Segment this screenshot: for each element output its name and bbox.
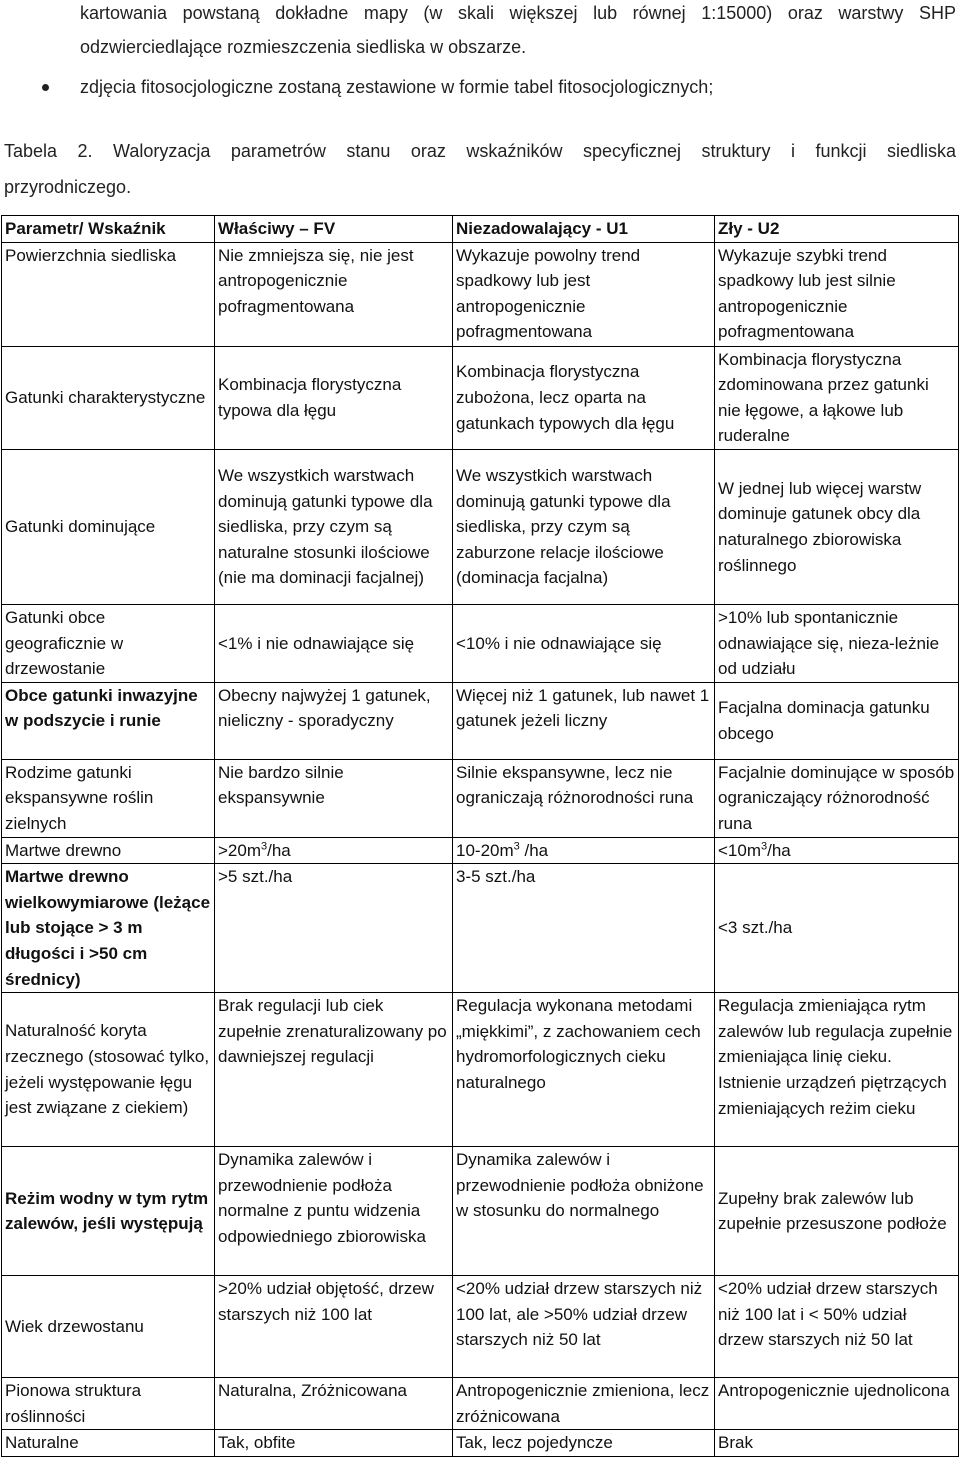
cell-u1: We wszystkich warstwach dominują gatunki typowe dla siedliska, przy czym są zaburzone relacje ilościowe (dominacja facjalna) bbox=[453, 449, 715, 604]
cell-parameter: Powierzchnia siedliska bbox=[2, 242, 215, 346]
unit-suffix: /ha bbox=[267, 840, 291, 860]
cell-parameter: Gatunki dominujące bbox=[2, 449, 215, 604]
cell-parameter: Wiek drzewostanu bbox=[2, 1276, 215, 1378]
header-parameter: Parametr/ Wskaźnik bbox=[2, 216, 215, 243]
cell-parameter: Naturalność koryta rzecznego (stosować tylko, jeżeli występowanie łęgu jest związane z ciekiem) bbox=[2, 993, 215, 1147]
header-u2: Zły - U2 bbox=[715, 216, 959, 243]
cell-u1 bbox=[453, 837, 715, 864]
caption-line-1: Tabela 2. Waloryzacja parametrów stanu oraz wskaźników specyficznej struktury i funkcji siedliska bbox=[4, 141, 956, 161]
cell-u1: Antropogenicznie zmieniona, lecz zróżnicowana bbox=[453, 1378, 715, 1430]
cell-u2: Facjalna dominacja gatunku obcego bbox=[715, 682, 959, 759]
header-u1: Niezadowalający - U1 bbox=[453, 216, 715, 243]
dead-wood-u1-value: 10-20m bbox=[456, 840, 514, 860]
cell-fv: Nie zmniejsza się, nie jest antropogenicznie pofragmentowana bbox=[215, 242, 453, 346]
cell-fv: We wszystkich warstwach dominują gatunki typowe dla siedliska, przy czym są naturalne stosunki ilościowe (nie ma dominacji facjalnej) bbox=[215, 449, 453, 604]
bullet-text: zdjęcia fitosocjologiczne zostaną zestawione w formie tabel fitosocjologicznych; bbox=[80, 77, 714, 97]
table-row bbox=[2, 837, 959, 864]
valuation-table bbox=[1, 215, 959, 1457]
table-row bbox=[2, 242, 959, 346]
cell-fv: Dynamika zalewów i przewodnienie podłoża normalne z puntu widzenia odpowiedniego zbiorowiska bbox=[215, 1147, 453, 1276]
cell-fv: <1% i nie odnawiające się bbox=[215, 604, 453, 682]
cell-fv: >20% udział objętość, drzew starszych niż 100 lat bbox=[215, 1276, 453, 1378]
cell-u2: W jednej lub więcej warstw dominuje gatunek obcy dla naturalnego zbiorowiska roślinnego bbox=[715, 449, 959, 604]
table-row bbox=[2, 1430, 959, 1457]
cell-parameter: Gatunki obce geograficznie w drzewostanie bbox=[2, 604, 215, 682]
cell-u2: Brak bbox=[715, 1430, 959, 1457]
cell-u2: Zupełny brak zalewów lub zupełnie przesuszone podłoże bbox=[715, 1147, 959, 1276]
table-row bbox=[2, 449, 959, 604]
cell-u1: <20% udział drzew starszych niż 100 lat, ale >50% udział drzew starszych niż 50 lat bbox=[453, 1276, 715, 1378]
cell-parameter: Reżim wodny w tym rytm zalewów, jeśli występują bbox=[2, 1147, 215, 1276]
table-row bbox=[2, 1378, 959, 1430]
unit-superscript: 3 bbox=[513, 839, 520, 852]
unit-superscript: 3 bbox=[761, 839, 768, 852]
caption-line-2: przyrodniczego. bbox=[4, 177, 132, 197]
cell-u2: Facjalnie dominujące w sposób ograniczający różnorodność runa bbox=[715, 759, 959, 837]
cell-u1: Regulacja wykonana metodami „miękkimi”, z zachowaniem cech hydromorfologicznych cieku naturalnego bbox=[453, 993, 715, 1147]
table-row bbox=[2, 1276, 959, 1378]
cell-fv: Brak regulacji lub ciek zupełnie zrenaturalizowany po dawniejszej regulacji bbox=[215, 993, 453, 1147]
cell-parameter: Pionowa struktura roślinności bbox=[2, 1378, 215, 1430]
cell-u2: Regulacja zmieniająca rytm zalewów lub regulacja zupełnie zmieniająca linię cieku. Istnienie urządzeń piętrzących zmieniających reżim cieku bbox=[715, 993, 959, 1147]
table-row bbox=[2, 1147, 959, 1276]
table-header-row bbox=[2, 216, 959, 243]
cell-u1: Więcej niż 1 gatunek, lub nawet 1 gatunek jeżeli liczny bbox=[453, 682, 715, 759]
table-row bbox=[2, 864, 959, 993]
cell-parameter: Rodzime gatunki ekspansywne roślin zielnych bbox=[2, 759, 215, 837]
unit-suffix: /ha bbox=[767, 840, 791, 860]
cell-u2: >10% lub spontanicznie odnawiające się, nieza-leżnie od udziału bbox=[715, 604, 959, 682]
table-caption bbox=[4, 138, 956, 200]
header-fv: Właściwy – FV bbox=[215, 216, 453, 243]
cell-fv: Nie bardzo silnie ekspansywnie bbox=[215, 759, 453, 837]
cell-u1: Tak, lecz pojedyncze bbox=[453, 1430, 715, 1457]
cell-u1: <10% i nie odnawiające się bbox=[453, 604, 715, 682]
cell-fv: >5 szt./ha bbox=[215, 864, 453, 993]
cell-parameter: Obce gatunki inwazyjne w podszycie i runie bbox=[2, 682, 215, 759]
intro-line-1: kartowania powstaną dokładne mapy (w skali większej lub równej 1:15000) oraz warstwy SHP bbox=[80, 3, 956, 23]
bullet-item bbox=[0, 74, 960, 100]
cell-fv: Obecny najwyżej 1 gatunek, nieliczny - sporadyczny bbox=[215, 682, 453, 759]
cell-fv: Kombinacja florystyczna typowa dla łęgu bbox=[215, 346, 453, 449]
cell-u1: Wykazuje powolny trend spadkowy lub jest antropogenicznie pofragmentowana bbox=[453, 242, 715, 346]
bullet-dot-icon bbox=[42, 84, 49, 91]
dead-wood-u2-value: <10m bbox=[718, 840, 761, 860]
table-row bbox=[2, 604, 959, 682]
cell-u2: <20% udział drzew starszych niż 100 lat i < 50% udział drzew starszych niż 50 lat bbox=[715, 1276, 959, 1378]
cell-u2: Wykazuje szybki trend spadkowy lub jest silnie antropogenicznie pofragmentowana bbox=[715, 242, 959, 346]
cell-u1: Silnie ekspansywne, lecz nie ograniczają różnorodności runa bbox=[453, 759, 715, 837]
cell-fv bbox=[215, 837, 453, 864]
cell-parameter: Martwe drewno wielkowymiarowe (leżące lub stojące > 3 m długości i >50 cm średnicy) bbox=[2, 864, 215, 993]
cell-fv: Naturalna, Zróżnicowana bbox=[215, 1378, 453, 1430]
cell-u1: Dynamika zalewów i przewodnienie podłoża obniżone w stosunku do normalnego bbox=[453, 1147, 715, 1276]
cell-u1: Kombinacja florystyczna zubożona, lecz oparta na gatunkach typowych dla łęgu bbox=[453, 346, 715, 449]
table-row bbox=[2, 993, 959, 1147]
cell-parameter: Naturalne bbox=[2, 1430, 215, 1457]
cell-u2: Antropogenicznie ujednolicona bbox=[715, 1378, 959, 1430]
cell-u2: Kombinacja florystyczna zdominowana przez gatunki nie łęgowe, a łąkowe lub ruderalne bbox=[715, 346, 959, 449]
dead-wood-fv-value: >20m bbox=[218, 840, 261, 860]
cell-u2 bbox=[715, 837, 959, 864]
table-row bbox=[2, 346, 959, 449]
unit-superscript: 3 bbox=[261, 839, 268, 852]
intro-line-2: odzwierciedlające rozmieszczenia siedliska w obszarze. bbox=[80, 37, 527, 57]
cell-parameter: Gatunki charakterystyczne bbox=[2, 346, 215, 449]
cell-u1: 3-5 szt./ha bbox=[453, 864, 715, 993]
cell-parameter: Martwe drewno bbox=[2, 837, 215, 864]
unit-suffix: /ha bbox=[519, 840, 549, 860]
cell-u2: <3 szt./ha bbox=[715, 864, 959, 993]
table-row bbox=[2, 682, 959, 759]
cell-fv: Tak, obfite bbox=[215, 1430, 453, 1457]
table-row bbox=[2, 759, 959, 837]
